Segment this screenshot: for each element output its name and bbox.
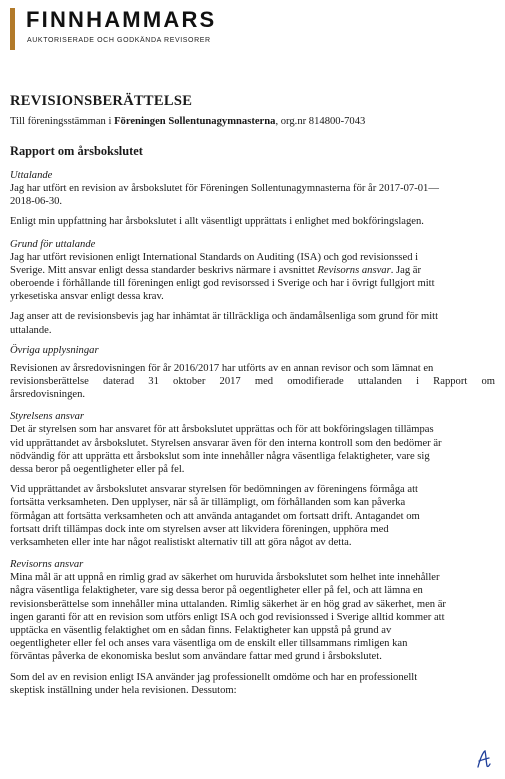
- organization-name: Föreningen Sollentunagymnasterna: [114, 116, 276, 127]
- uttalande-paragraph-2: Enligt min uppfattning har årsbokslutet i allt väsentligt upprättats i enlighet med bokföringslagen.: [10, 216, 424, 228]
- report-heading: Rapport om årsbokslutet: [10, 144, 143, 158]
- company-logo: [10, 6, 310, 50]
- section-heading-uttalande: Uttalande: [10, 170, 53, 181]
- document-title: REVISIONSBERÄTTELSE: [10, 93, 193, 109]
- styrelsen-paragraph-2: Vid upprättandet av årsbokslutet ansvarar styrelsen för bedömningen av föreningens förmåga att fortsätta verksamheten. Den upplyser, när så är tillämpligt, om förhållanden som kan påverka förmågan att fortsätta verksamheten och att använda antagandet om fortsatt drift. Antagandet om fortsatt drift tillämpas dock inte om styrelsen avser att likvidera föreningen, upphöra med verksamheten eller inte har något realistiskt alternativ till att göra något av detta.: [10, 484, 420, 549]
- styrelsen-paragraph-1: Det är styrelsen som har ansvaret för att årsbokslutet upprättas och för att bokföringslagen tillämpas vid upprättandet av årsbokslutet. Styrelsen ansvarar även för den interna kontroll som den bedömer är nödvändig för att upprätta ett årsbokslut som inte innehåller några väsentliga felaktigheter, vare sig dessa beror på oegentligheter eller på fel.: [10, 424, 442, 476]
- logo-accent-bar: [10, 8, 15, 50]
- section-heading-grund: Grund för uttalande: [10, 238, 96, 250]
- grund-paragraph-2: Jag anser att de revisionsbevis jag har inhämtat är tillräckliga och ändamålsenliga som grund för mitt uttalande.: [10, 311, 439, 336]
- revisorns-paragraph-1: Mina mål är att uppnå en rimlig grad av säkerhet om huruvida årsbokslutet som helhet inte innehåller några väsentliga felaktigheter, vare sig dessa beror på oegentligheter eller på fel, och att lämna en revisionsberättelse som innehåller mina uttalanden. Rimlig säkerhet är en hög grad av säkerhet, men är ingen garanti för att en revision som utförs enligt ISA och god revisionssed i Sverige alltid kommer att upptäcka en väsentlig felaktighet om en sådan finns. Felaktigheter kan uppstå på grund av oegentligheter eller fel och anses vara väsentliga om de enskilt eller tillsammans rimligen kan förväntas påverka de ekonomiska beslut som användare fattar med grund i årsbokslutet.: [10, 572, 446, 663]
- logo-brand: FINNHAMMARS: [26, 7, 217, 32]
- logo-tagline: AUKTORISERADE OCH GODKÄNDA REVISORER: [27, 37, 211, 44]
- revisorns-paragraph-2: Som del av en revision enligt ISA använder jag professionellt omdöme och har en professionellt skeptisk inställning under hela revisionen. Dessutom:: [10, 671, 418, 696]
- uttalande-paragraph-1: Jag har utfört en revision av årsbokslutet för Föreningen Sollentunagymnasterna för år 2017-07-01— 2018-06-30.: [10, 183, 439, 208]
- section-heading-revisorns: Revisorns ansvar: [10, 559, 84, 571]
- organization-number: , org.nr 814800-7043: [275, 116, 366, 127]
- addressee-line: [10, 115, 495, 129]
- addressee-prefix: Till föreningsstämman i: [10, 116, 115, 127]
- report-body: [10, 92, 495, 697]
- ovriga-paragraph-1: Revisionen av årsredovisningen för år 2016/2017 har utförts av en annan revisor och som lämnat en revisionsberättelse daterad 31 oktober 2017 med omodifierade uttalanden i Rapport om årsredovisningen.: [10, 362, 495, 401]
- grund-paragraph-1: Jag har utfört revisionen enligt International Standards on Auditing (ISA) och god revisionssed i Sverige. Mitt ansvar enligt dessa standarder beskrivs närmare i avsnittet Revisorns ansvar. Jag är oberoende i förhållande till föreningen enligt god revisorssed i Sverige och har i övrigt fullgjort mitt yrkesetiska ansvar enligt dessa krav.: [10, 251, 435, 303]
- section-heading-ovriga: Övriga upplysningar: [10, 344, 99, 356]
- initials-signature: [475, 749, 491, 769]
- section-heading-styrelsen: Styrelsens ansvar: [10, 411, 85, 423]
